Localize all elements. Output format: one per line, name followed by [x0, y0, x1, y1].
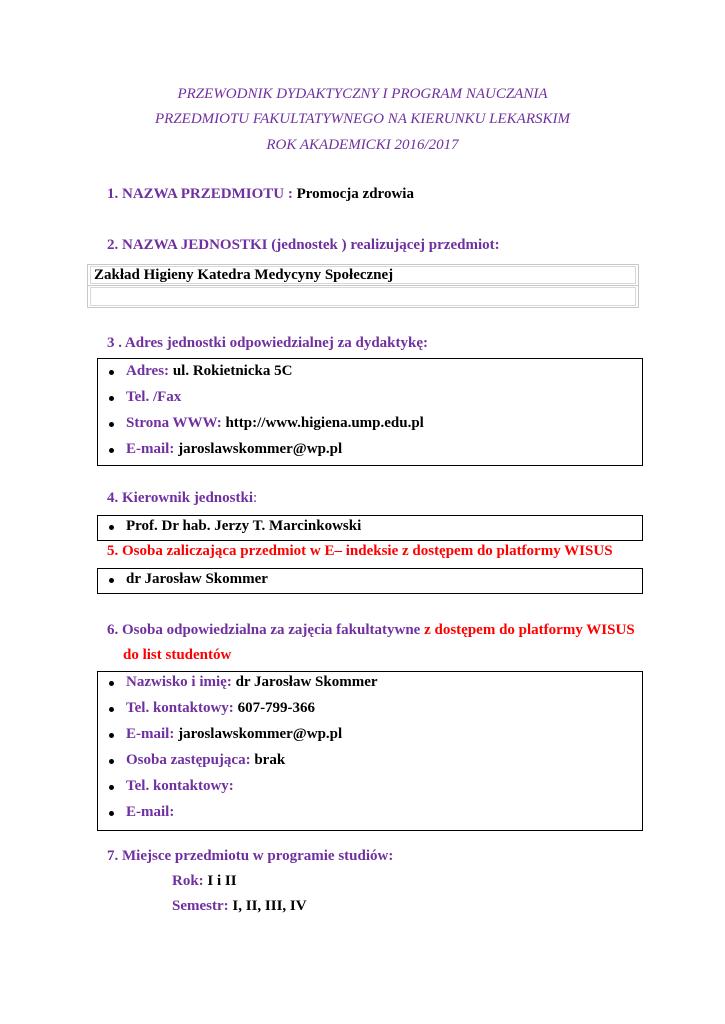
bullet-icon	[109, 681, 114, 686]
coordinator-phone-item: Tel. kontaktowy: 607-799-366	[126, 700, 315, 717]
section-4-heading: 4. Kierownik jednostki:	[107, 490, 258, 506]
bullet-icon	[109, 578, 114, 583]
bullet-icon	[109, 422, 114, 427]
section-7-heading: 7. Miejsce przedmiotu w programie studiów:	[107, 848, 394, 864]
deputy-phone-item: Tel. kontaktowy:	[126, 778, 234, 795]
section-1-label: 1. NAZWA PRZEDMIOTU :	[107, 186, 297, 202]
address-box	[97, 358, 643, 466]
unit-table	[87, 264, 639, 308]
course-name: Promocja zdrowia	[296, 186, 414, 202]
header-line-2: PRZEDMIOTU FAKULTATYWNEGO NA KIERUNKU LEKARSKIM	[154, 111, 570, 127]
email-item: E-mail: jaroslawskommer@wp.pl	[126, 441, 342, 458]
grader-box	[97, 568, 643, 594]
coordinator-name-item: Nazwisko i imię: dr Jarosław Skommer	[126, 674, 378, 691]
bullet-icon	[109, 370, 114, 375]
unit-table-row-empty	[87, 286, 639, 308]
grader-item: dr Jarosław Skommer	[126, 571, 268, 588]
bullet-icon	[109, 396, 114, 401]
unit-name: Zakład Higieny Katedra Medycyny Społecznej	[94, 267, 394, 283]
bullet-icon	[109, 707, 114, 712]
address-item: Adres: ul. Rokietnicka 5C	[126, 363, 292, 380]
bullet-icon	[109, 525, 114, 530]
head-of-unit-item: Prof. Dr hab. Jerzy T. Marcinkowski	[126, 518, 361, 535]
bullet-icon	[109, 448, 114, 453]
year-line: Rok: I i II	[172, 873, 237, 889]
section-6-heading: 6. Osoba odpowiedzialna za zajęcia fakultatywne z dostępem do platformy WISUS	[107, 622, 635, 638]
section-3-heading: 3 . Adres jednostki odpowiedzialnej za dydaktykę:	[107, 335, 429, 351]
bullet-icon	[109, 811, 114, 816]
section-6-heading-cont: do list studentów	[123, 647, 232, 663]
bullet-icon	[109, 785, 114, 790]
header-line-3: ROK AKADEMICKI 2016/2017	[266, 137, 459, 153]
deputy-item: Osoba zastępująca: brak	[126, 752, 285, 769]
bullet-icon	[109, 733, 114, 738]
section-2-heading: 2. NAZWA JEDNOSTKI (jednostek ) realizującej przedmiot:	[107, 237, 500, 253]
head-of-unit-box	[97, 515, 643, 541]
semester-line: Semestr: I, II, III, IV	[172, 898, 307, 914]
coordinator-email-item: E-mail: jaroslawskommer@wp.pl	[126, 726, 342, 743]
phone-fax-item: Tel. /Fax	[126, 389, 181, 406]
unit-table-row	[87, 264, 639, 286]
bullet-icon	[109, 759, 114, 764]
deputy-email-item: E-mail:	[126, 804, 174, 821]
section-1-heading	[107, 186, 414, 203]
header-line-1: PRZEWODNIK DYDAKTYCZNY I PROGRAM NAUCZANIA	[177, 86, 548, 102]
website-item: Strona WWW: http://www.higiena.ump.edu.pl	[126, 415, 424, 432]
coordinator-box	[97, 671, 643, 831]
section-5-heading: 5. Osoba zaliczająca przedmiot w E– indeksie z dostępem do platformy WISUS	[107, 543, 613, 559]
